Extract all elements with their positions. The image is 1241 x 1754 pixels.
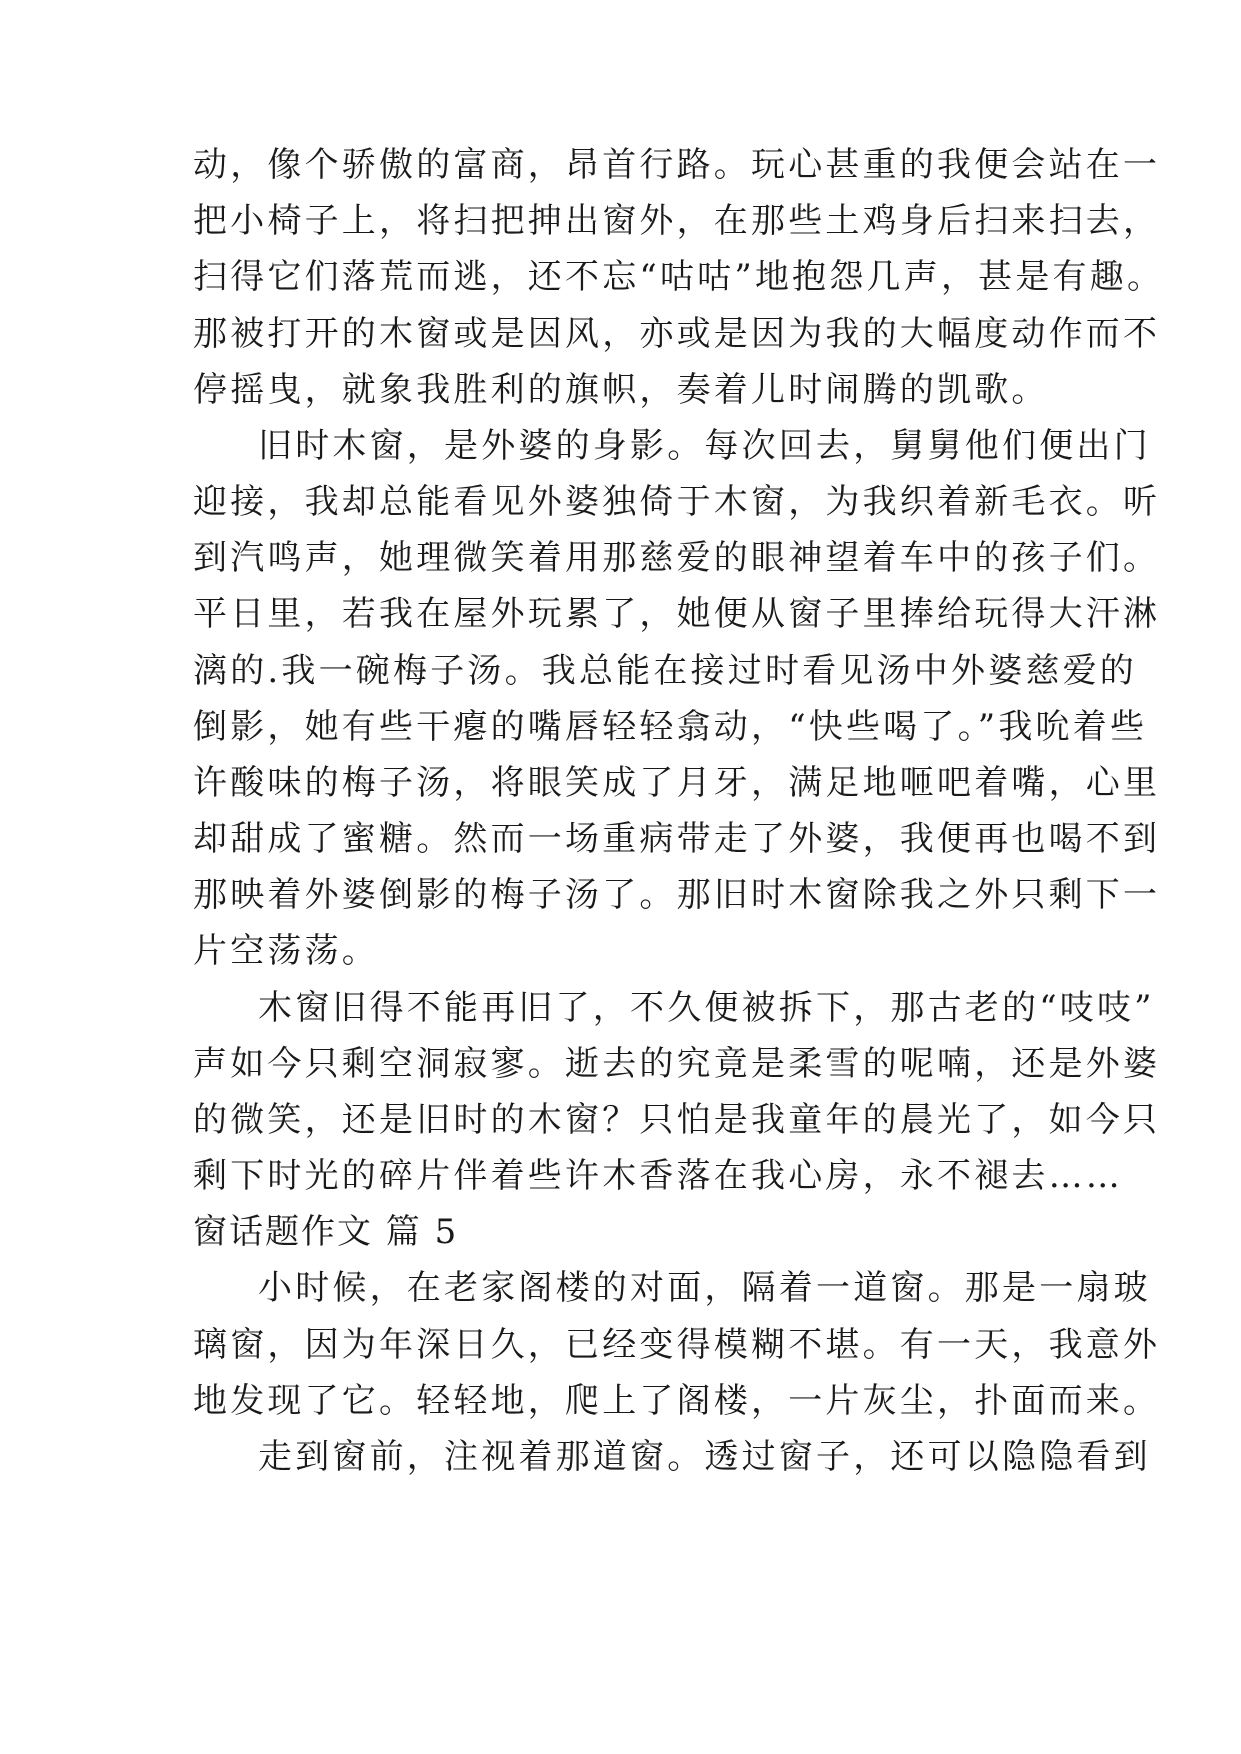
paragraph-first-line: 木窗旧得不能再旧了，不久便被拆下，那古老的“吱吱” [258,988,1155,1028]
section-heading: 窗话题作文 篇 5 [193,1212,459,1252]
text-line: 声如今只剩空洞寂寥。逝去的究竟是柔雪的呢喃，还是外婆 [193,1044,1161,1084]
text-line: 漓的.我一碗梅子汤。我总能在接过时看见汤中外婆慈爱的 [193,651,1138,691]
text-line: 平日里，若我在屋外玩累了，她便从窗子里捧给玩得大汗淋 [193,594,1161,634]
text-line: 地发现了它。轻轻地，爬上了阁楼，一片灰尘，扑面而来。 [193,1381,1161,1421]
text-line: 停摇曳，就象我胜利的旗帜，奏着儿时闹腾的凯歌。 [193,370,1049,410]
text-line: 那映着外婆倒影的梅子汤了。那旧时木窗除我之外只剩下一 [193,875,1161,915]
text-line: 到汽鸣声，她理微笑着用那慈爱的眼神望着车中的孩子们。 [193,538,1161,578]
text-line: 动，像个骄傲的富商，昂首行路。玩心甚重的我便会站在一 [193,145,1161,185]
text-line: 璃窗，因为年深日久，已经变得模糊不堪。有一天，我意外 [193,1325,1161,1365]
text-line: 片空荡荡。 [193,931,379,971]
text-line: 却甜成了蜜糖。然而一场重病带走了外婆，我便再也喝不到 [193,819,1161,859]
text-line: 剩下时光的碎片伴着些许木香落在我心房，永不褪去…… [193,1156,1123,1196]
paragraph-first-line: 走到窗前，注视着那道窗。透过窗子，还可以隐隐看到 [258,1437,1151,1477]
paragraph-first-line: 旧时木窗，是外婆的身影。每次回去，舅舅他们便出门 [258,426,1151,466]
text-line: 倒影，她有些干瘪的嘴唇轻轻翕动，“快些喝了。”我吮着些 [193,707,1148,747]
text-line: 许酸味的梅子汤，将眼笑成了月牙，满足地咂吧着嘴，心里 [193,763,1161,803]
text-line: 迎接，我却总能看见外婆独倚于木窗，为我织着新毛衣。听 [193,482,1161,522]
text-line: 扫得它们落荒而逃，还不忘“咕咕”地抱怨几声，甚是有趣。 [193,257,1165,297]
text-line: 的微笑，还是旧时的木窗？只怕是我童年的晨光了，如今只 [193,1100,1161,1140]
paragraph-first-line: 小时候，在老家阁楼的对面，隔着一道窗。那是一扇玻 [258,1268,1151,1308]
text-line: 那被打开的木窗或是因风，亦或是因为我的大幅度动作而不 [193,314,1161,354]
text-line: 把小椅子上，将扫把抻出窗外，在那些土鸡身后扫来扫去， [193,201,1161,241]
